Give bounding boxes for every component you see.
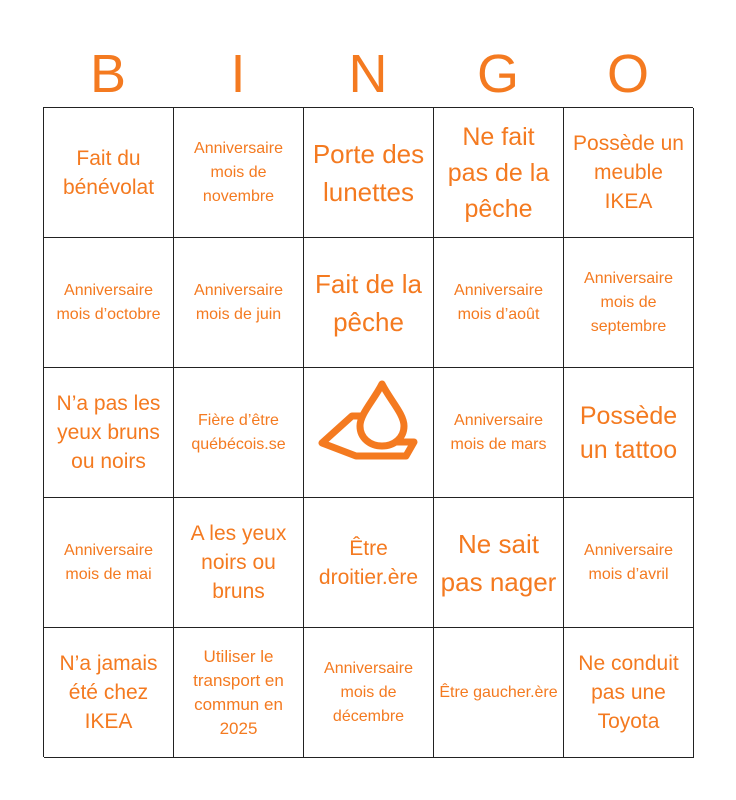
cell-text: N’a pas les yeux bruns ou noirs: [56, 392, 161, 473]
cell-text: Porte des lunettes: [312, 138, 425, 207]
cell-text: Anniversaire mois d’octobre: [56, 281, 161, 323]
header-letter-o: O: [606, 44, 649, 104]
cell-text: Anniversaire mois de décembre: [324, 659, 413, 725]
bingo-cell[interactable]: [564, 108, 694, 238]
bingo-cell[interactable]: [564, 368, 694, 498]
bingo-header: [43, 42, 693, 106]
cell-text: Anniversaire mois de juin: [194, 281, 283, 323]
header-letter-b: B: [89, 44, 127, 104]
cell-text: Anniversaire mois d’août: [454, 281, 543, 323]
bingo-cell[interactable]: [304, 628, 434, 758]
cell-text: Être droitier.ère: [318, 536, 419, 589]
bingo-cell[interactable]: [434, 108, 564, 238]
bingo-cell[interactable]: [434, 628, 564, 758]
cell-text: Anniversaire mois de novembre: [194, 139, 283, 205]
cell-text: Possède un tattoo: [579, 401, 678, 464]
bingo-cell[interactable]: [434, 498, 564, 628]
bingo-cell[interactable]: [564, 498, 694, 628]
cell-text: Ne sait pas nager: [440, 528, 557, 597]
cell-text: Anniversaire mois de mars: [450, 411, 547, 453]
bingo-cell[interactable]: [304, 498, 434, 628]
bingo-cell[interactable]: [174, 628, 304, 758]
cell-text: Anniversaire mois de mai: [64, 541, 153, 583]
bingo-cell[interactable]: [44, 628, 174, 758]
bingo-cell[interactable]: [304, 108, 434, 238]
cell-text: Utiliser le transport en commun en 2025: [193, 646, 284, 738]
bingo-cell[interactable]: [304, 238, 434, 368]
cell-text: Anniversaire mois d’avril: [584, 541, 673, 583]
cell-text: Ne conduit pas une Toyota: [578, 652, 679, 733]
bingo-cell[interactable]: [174, 108, 304, 238]
bingo-cell[interactable]: [174, 368, 304, 498]
cell-text: A les yeux noirs ou bruns: [190, 522, 287, 603]
bingo-cell[interactable]: [564, 628, 694, 758]
header-letter-g: G: [476, 44, 519, 104]
bingo-cell[interactable]: [564, 238, 694, 368]
cell-text: N’a jamais été chez IKEA: [59, 652, 158, 733]
cell-text: Anniversaire mois de septembre: [584, 269, 673, 335]
cell-text: Possède un meuble IKEA: [573, 132, 684, 213]
bingo-cell[interactable]: [174, 238, 304, 368]
header-letter-i: I: [230, 44, 246, 104]
cell-text: Fière d’être québécois.se: [191, 411, 286, 453]
cell-text: Ne fait pas de la pêche: [447, 122, 550, 223]
header-letter-n: N: [348, 44, 388, 104]
bingo-board: [43, 107, 693, 757]
bingo-cell[interactable]: [44, 368, 174, 498]
cell-text: Fait du bénévolat: [62, 146, 155, 199]
free-space[interactable]: [304, 368, 434, 498]
cell-text: Être gaucher.ère: [439, 683, 558, 701]
bingo-cell[interactable]: [174, 498, 304, 628]
bingo-cell[interactable]: [44, 498, 174, 628]
bingo-cell[interactable]: [44, 238, 174, 368]
cell-text: Fait de la pêche: [315, 268, 422, 337]
bingo-cell[interactable]: [44, 108, 174, 238]
bingo-cell[interactable]: [434, 368, 564, 498]
bingo-cell[interactable]: [434, 238, 564, 368]
drop-logo-icon: [314, 378, 424, 488]
